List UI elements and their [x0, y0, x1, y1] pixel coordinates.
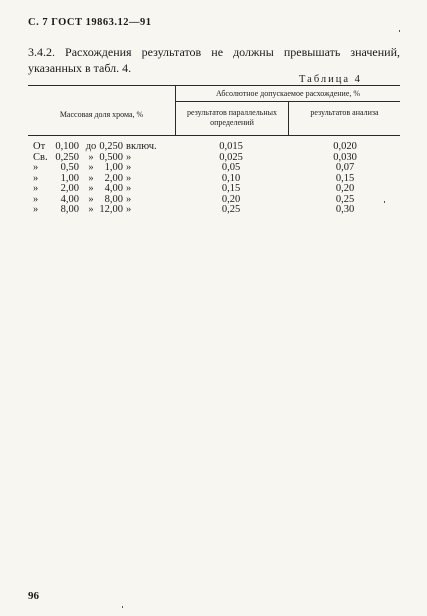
row-suffix: »	[126, 193, 132, 205]
table-header-rule	[28, 135, 400, 136]
col-header-mass-fraction: Массовая доля хрома, %	[59, 110, 144, 119]
row-from: 2,00	[60, 183, 79, 194]
table-top-rule	[28, 85, 400, 86]
row-analysis-value: 0,030	[333, 151, 357, 163]
row-prefix: »	[33, 193, 39, 205]
row-from: 8,00	[60, 204, 79, 215]
row-suffix: »	[126, 151, 132, 163]
row-to: 1,00	[104, 162, 123, 173]
row-analysis-value: 0,07	[335, 162, 355, 173]
scan-speck	[384, 201, 385, 203]
table-row	[0, 142, 427, 153]
subheader-analysis: результатов анализа	[310, 108, 379, 117]
row-to: 2,00	[104, 172, 123, 184]
table-caption: Таблица 4	[299, 74, 362, 85]
row-to: 12,00	[99, 204, 123, 215]
table-row	[0, 184, 427, 195]
row-analysis-value: 0,30	[335, 204, 355, 215]
row-suffix: »	[126, 162, 132, 173]
row-connector: »	[88, 162, 94, 173]
row-from: 4,00	[60, 193, 79, 205]
row-connector: »	[88, 204, 94, 215]
row-from: 0,100	[55, 141, 79, 152]
scan-speck	[122, 606, 123, 608]
row-parallel-value: 0,05	[221, 162, 241, 173]
row-from: 1,00	[60, 172, 79, 184]
row-to: 0,250	[99, 141, 123, 152]
row-parallel-value: 0,25	[221, 204, 241, 215]
row-suffix: включ.	[126, 141, 157, 152]
row-analysis-value: 0,20	[335, 183, 355, 194]
row-prefix: »	[33, 204, 39, 215]
row-parallel-value: 0,025	[219, 151, 243, 163]
row-analysis-value: 0,020	[333, 141, 357, 152]
row-parallel-value: 0,15	[221, 183, 241, 194]
row-connector: »	[88, 151, 94, 163]
row-analysis-value: 0,15	[335, 172, 355, 184]
row-to: 4,00	[104, 183, 123, 194]
table-subcol-divider	[288, 101, 289, 135]
table-body	[0, 142, 427, 216]
paragraph: 3.4.2. Расхождения результатов не должны превышать значений, указанных в табл. 4.	[28, 45, 400, 75]
row-to: 0,500	[99, 151, 123, 163]
row-connector: »	[88, 172, 94, 184]
row-prefix: »	[33, 162, 39, 173]
scan-speck	[399, 30, 400, 32]
row-parallel-value: 0,20	[221, 193, 241, 205]
group-header-deviation: Абсолютное допускаемое расхождение, %	[215, 89, 361, 98]
row-parallel-value: 0,10	[221, 172, 241, 184]
page-number: 96	[28, 590, 39, 602]
table-row	[0, 205, 427, 216]
row-suffix: »	[126, 204, 132, 215]
page-header: С. 7 ГОСТ 19863.12—91	[28, 17, 152, 28]
row-connector: »	[88, 193, 94, 205]
row-connector: до	[85, 141, 97, 152]
row-to: 8,00	[104, 193, 123, 205]
row-prefix: »	[33, 172, 39, 184]
row-suffix: »	[126, 183, 132, 194]
subheader-parallel: результатов параллельных определений	[186, 108, 277, 127]
row-suffix: »	[126, 172, 132, 184]
row-prefix: »	[33, 183, 39, 194]
row-analysis-value: 0,25	[335, 193, 355, 205]
table-row	[0, 163, 427, 174]
row-prefix: Св.	[33, 151, 48, 163]
row-parallel-value: 0,015	[219, 141, 243, 152]
row-from: 0,50	[60, 162, 79, 173]
row-connector: »	[88, 183, 94, 194]
row-from: 0,250	[55, 151, 79, 163]
row-prefix: От	[33, 141, 46, 152]
